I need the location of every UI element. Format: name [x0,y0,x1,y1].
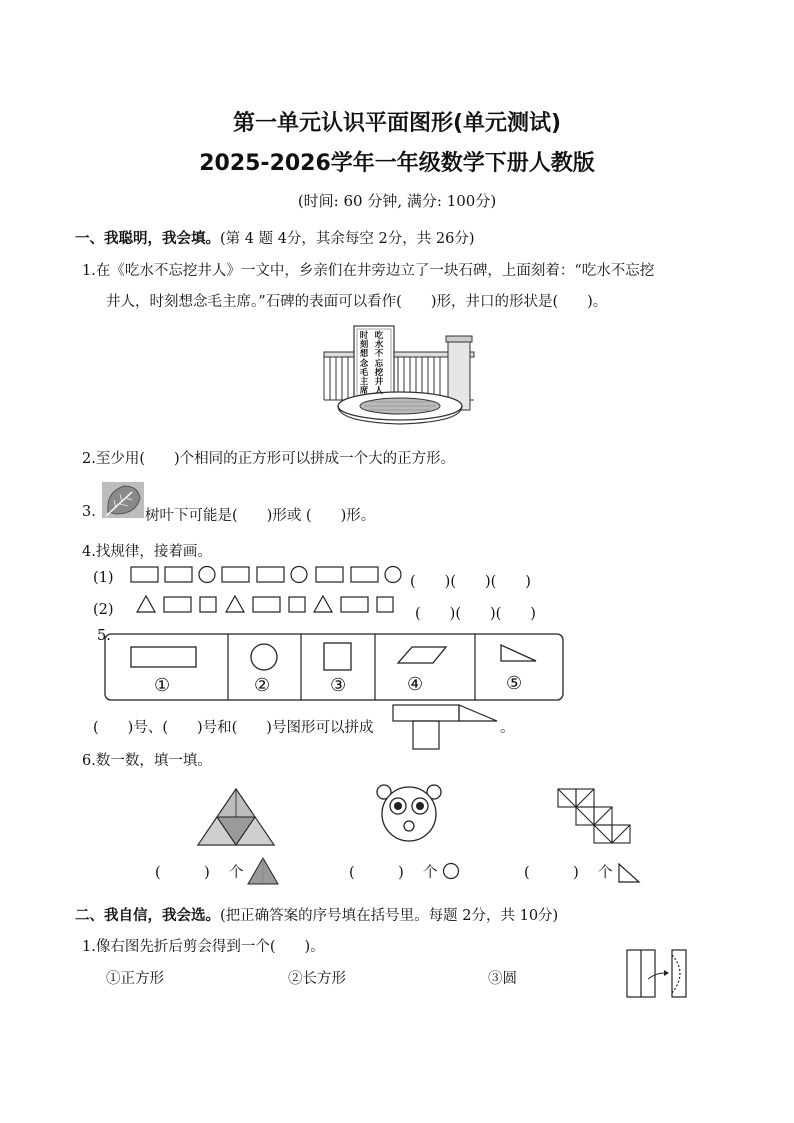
q4-row2-pattern [136,594,401,616]
q5-number: 5. [97,628,111,644]
s2-q1-option-2: ②长方形 [288,971,346,987]
q5-label-1: ① [154,675,171,696]
fold-cut-diagram [626,949,696,999]
s2-q1-text: 1.像右图先折后剪会得到一个( )。 [82,939,325,955]
q6-staircase-triangles-figure [556,787,632,845]
section2-note: (把正确答案的序号填在括号里。每题 2分，共 10分) [220,908,559,924]
q4-row1-label: (1) [93,570,114,586]
page-subtitle: 2025-2026学年一年级数学下册人教版 [199,151,595,176]
q5-label-3: ③ [330,675,347,696]
q4-row1-pattern [130,564,410,586]
s2-q1-option-3: ③圆 [488,971,517,987]
q3-text: 树叶下可能是( )形或 ( )形。 [145,508,376,524]
q6-bear-face-figure [376,782,442,844]
q3-number: 3. [82,504,96,520]
s2-q1-option-1: ①正方形 [106,971,164,987]
q5-text: ( )号、( )号和( )号图形可以拼成 [93,720,374,736]
q6-blank-3: ( ) [524,865,579,881]
q6-blank-2: ( ) [349,865,404,881]
q2-text: 2.至少用( )个相同的正方形可以拼成一个大的正方形。 [82,451,456,467]
q6-triangle-figure [196,787,276,847]
section1-header [75,227,475,248]
q4-text: 4.找规律，接着画。 [82,544,212,560]
q5-label-2: ② [254,675,271,696]
page-title: 第一单元认识平面图形(单元测试) [232,111,562,136]
q5-combined-shape [393,704,501,752]
q6-blank-1: ( ) [155,865,210,881]
section1-note: (第 4 题 4分，其余每空 2分，共 26分) [220,231,475,247]
q4-row2-label: (2) [93,602,114,618]
q5-label-5: ⑤ [506,673,523,694]
q6-text: 6.数一数，填一填。 [82,753,212,769]
section2-heading: 二、我自信，我会选。 [75,908,220,924]
q4-row2-blanks: ( )( )( ) [415,606,536,622]
stele-inscription-left: 时刻想念毛主席 [359,331,369,397]
q5-end: 。 [500,720,515,736]
q4-row1-blanks: ( )( )( ) [410,574,531,590]
stele-inscription-right: 吃水不忘挖井人 [374,331,384,397]
q6-small-circle-icon [442,862,460,880]
q1-line2: 井人，时刻想念毛主席。”石碑的表面可以看作( )形，井口的形状是( )。 [106,294,608,310]
q6-unit-3: 个 [598,865,613,881]
leaf-icon [102,482,144,518]
time-info: (时间: 60 分钟, 满分: 100分) [297,192,497,210]
section2-header [75,904,558,925]
q6-unit-1: 个 [229,865,244,881]
well-stele-illustration [320,322,480,427]
q6-small-right-triangle-icon [617,862,641,884]
q6-unit-2: 个 [423,865,438,881]
q5-label-4: ④ [407,674,424,695]
section1-heading: 一、我聪明，我会填。 [75,231,220,247]
q1-line1: 1.在《吃水不忘挖井人》一文中，乡亲们在井旁边立了一块石碑，上面刻着：“吃水不忘挖 [82,263,655,279]
q6-small-triangle-icon [247,857,279,885]
